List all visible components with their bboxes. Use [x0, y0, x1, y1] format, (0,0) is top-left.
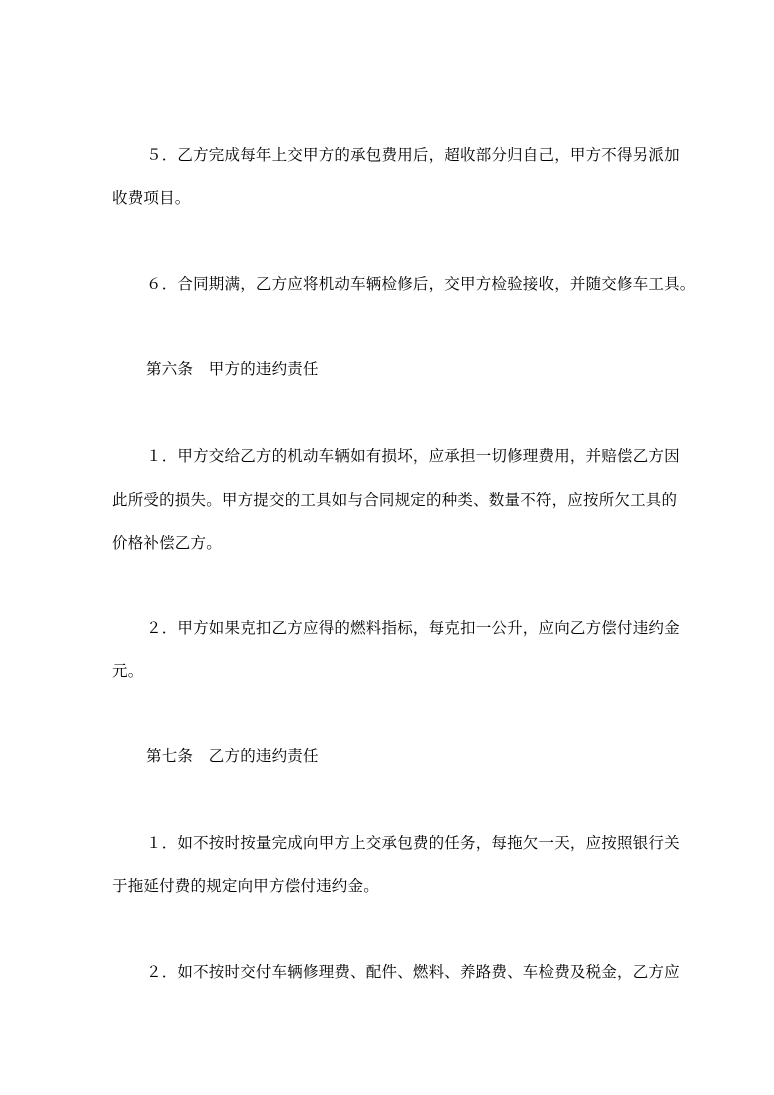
- article-7-clause-1-line-2: 于拖延付费的规定向甲方偿付违约金。: [112, 877, 379, 895]
- article-7-clause-1-line-1: １．如不按时按量完成向甲方上交承包费的任务，每拖欠一天，应按照银行关: [146, 834, 680, 852]
- article-6-clause-2-line-1: ２．甲方如果克扣乙方应得的燃料指标，每克扣一公升，应向乙方偿付违约金: [146, 619, 680, 637]
- clause-5-line-2: 收费项目。: [112, 189, 191, 207]
- article-6-clause-1-line-2: 此所受的损失。甲方提交的工具如与合同规定的种类、数量不符，应按所欠工具的: [112, 491, 678, 509]
- article-6-clause-2-line-2: 元。: [112, 662, 144, 680]
- article-6-clause-1-line-1: １．甲方交给乙方的机动车辆如有损坏，应承担一切修理费用，并赔偿乙方因: [146, 447, 680, 465]
- article-6-heading: 第六条 甲方的违约责任: [146, 360, 319, 378]
- article-7-clause-2-line-1: ２．如不按时交付车辆修理费、配件、燃料、养路费、车检费及税金，乙方应: [146, 963, 680, 981]
- article-7-heading: 第七条 乙方的违约责任: [146, 747, 319, 765]
- article-6-clause-1-line-3: 价格补偿乙方。: [112, 534, 222, 552]
- clause-5-line-1: ５．乙方完成每年上交甲方的承包费用后，超收部分归自己，甲方不得另派加: [146, 146, 680, 164]
- clause-6-line-1: ６．合同期满，乙方应将机动车辆检修后，交甲方检验接收，并随交修车工具。: [146, 275, 696, 293]
